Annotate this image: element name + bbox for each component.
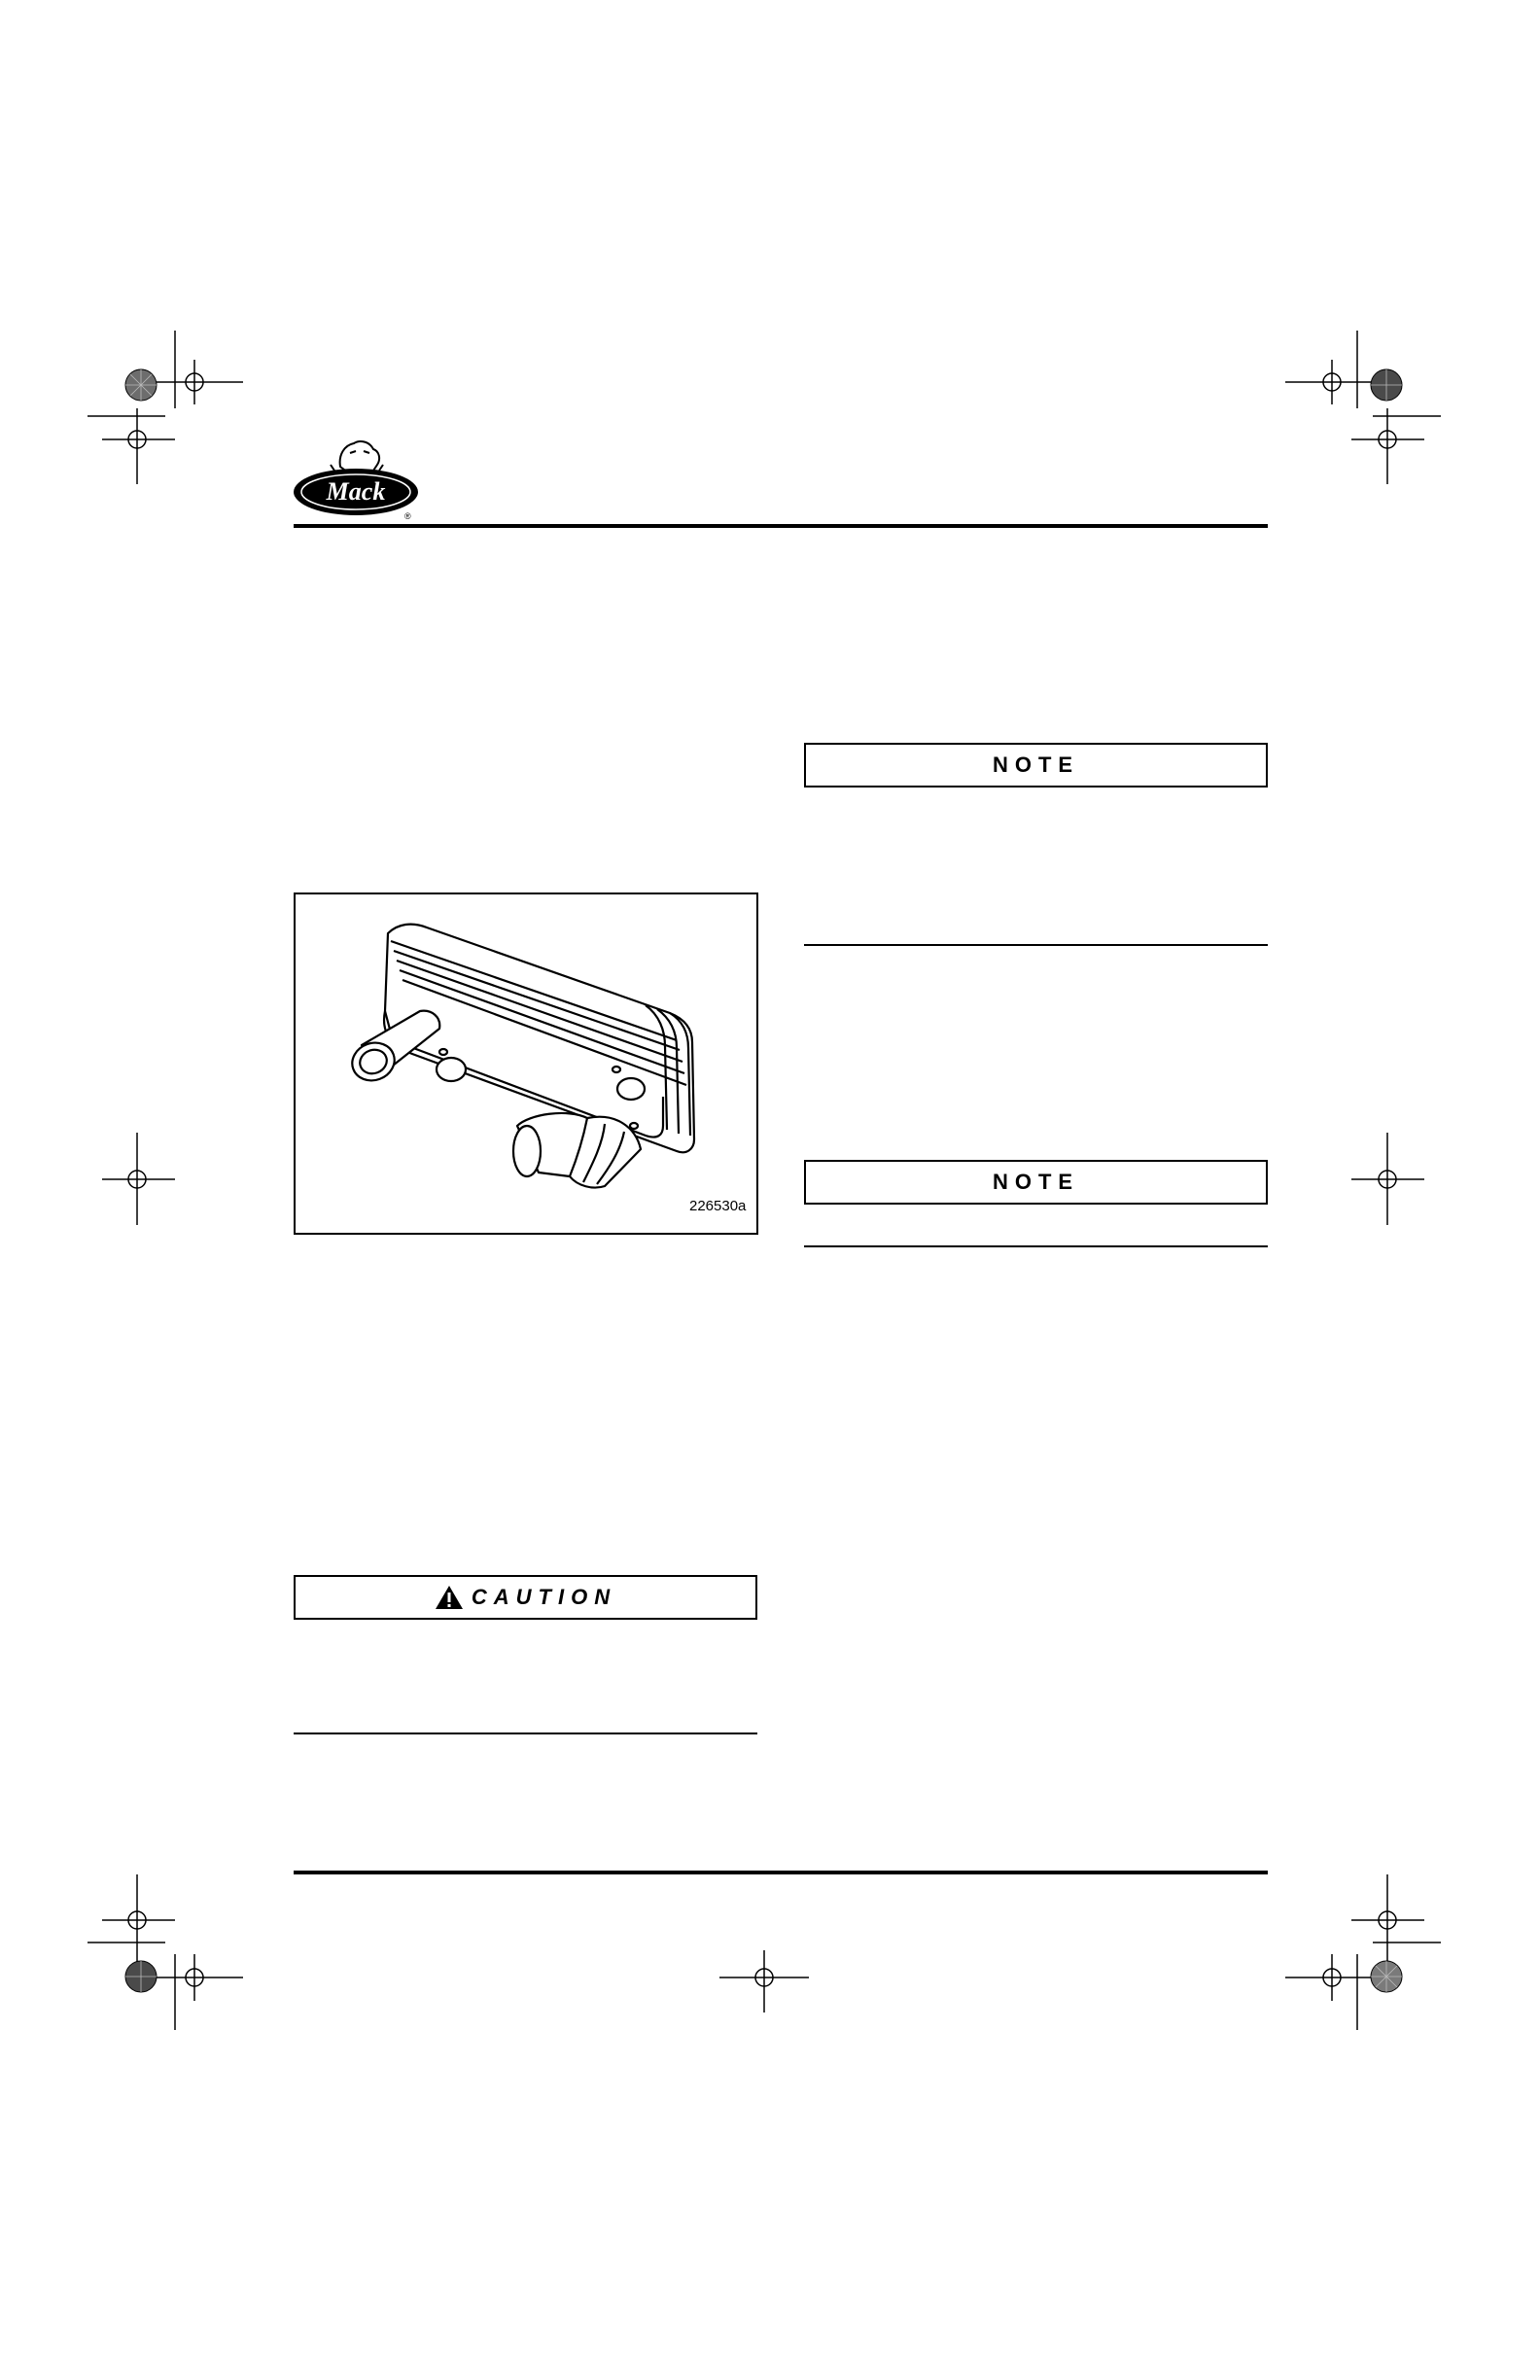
header-rule (294, 524, 1268, 528)
figure-frame (294, 892, 758, 1235)
note-end-rule (804, 1245, 1268, 1247)
note-label: NOTE (992, 752, 1080, 777)
oil-cooler-illustration (296, 894, 756, 1233)
svg-text:Mack: Mack (326, 477, 386, 506)
note-box (804, 743, 1268, 788)
caution-end-rule (294, 1732, 757, 1734)
warning-triangle-icon (435, 1585, 464, 1610)
footer-rule (294, 1871, 1268, 1874)
bulldog-logo-icon (292, 432, 424, 525)
brand-logo (292, 432, 424, 525)
svg-text:®: ® (404, 511, 411, 521)
note-box (804, 1160, 1268, 1205)
note-end-rule (804, 944, 1268, 946)
note-label: NOTE (992, 1170, 1080, 1194)
caution-box (294, 1575, 757, 1620)
figure-id-label: 226530a (689, 1198, 747, 1214)
caution-label: CAUTION (471, 1585, 617, 1609)
